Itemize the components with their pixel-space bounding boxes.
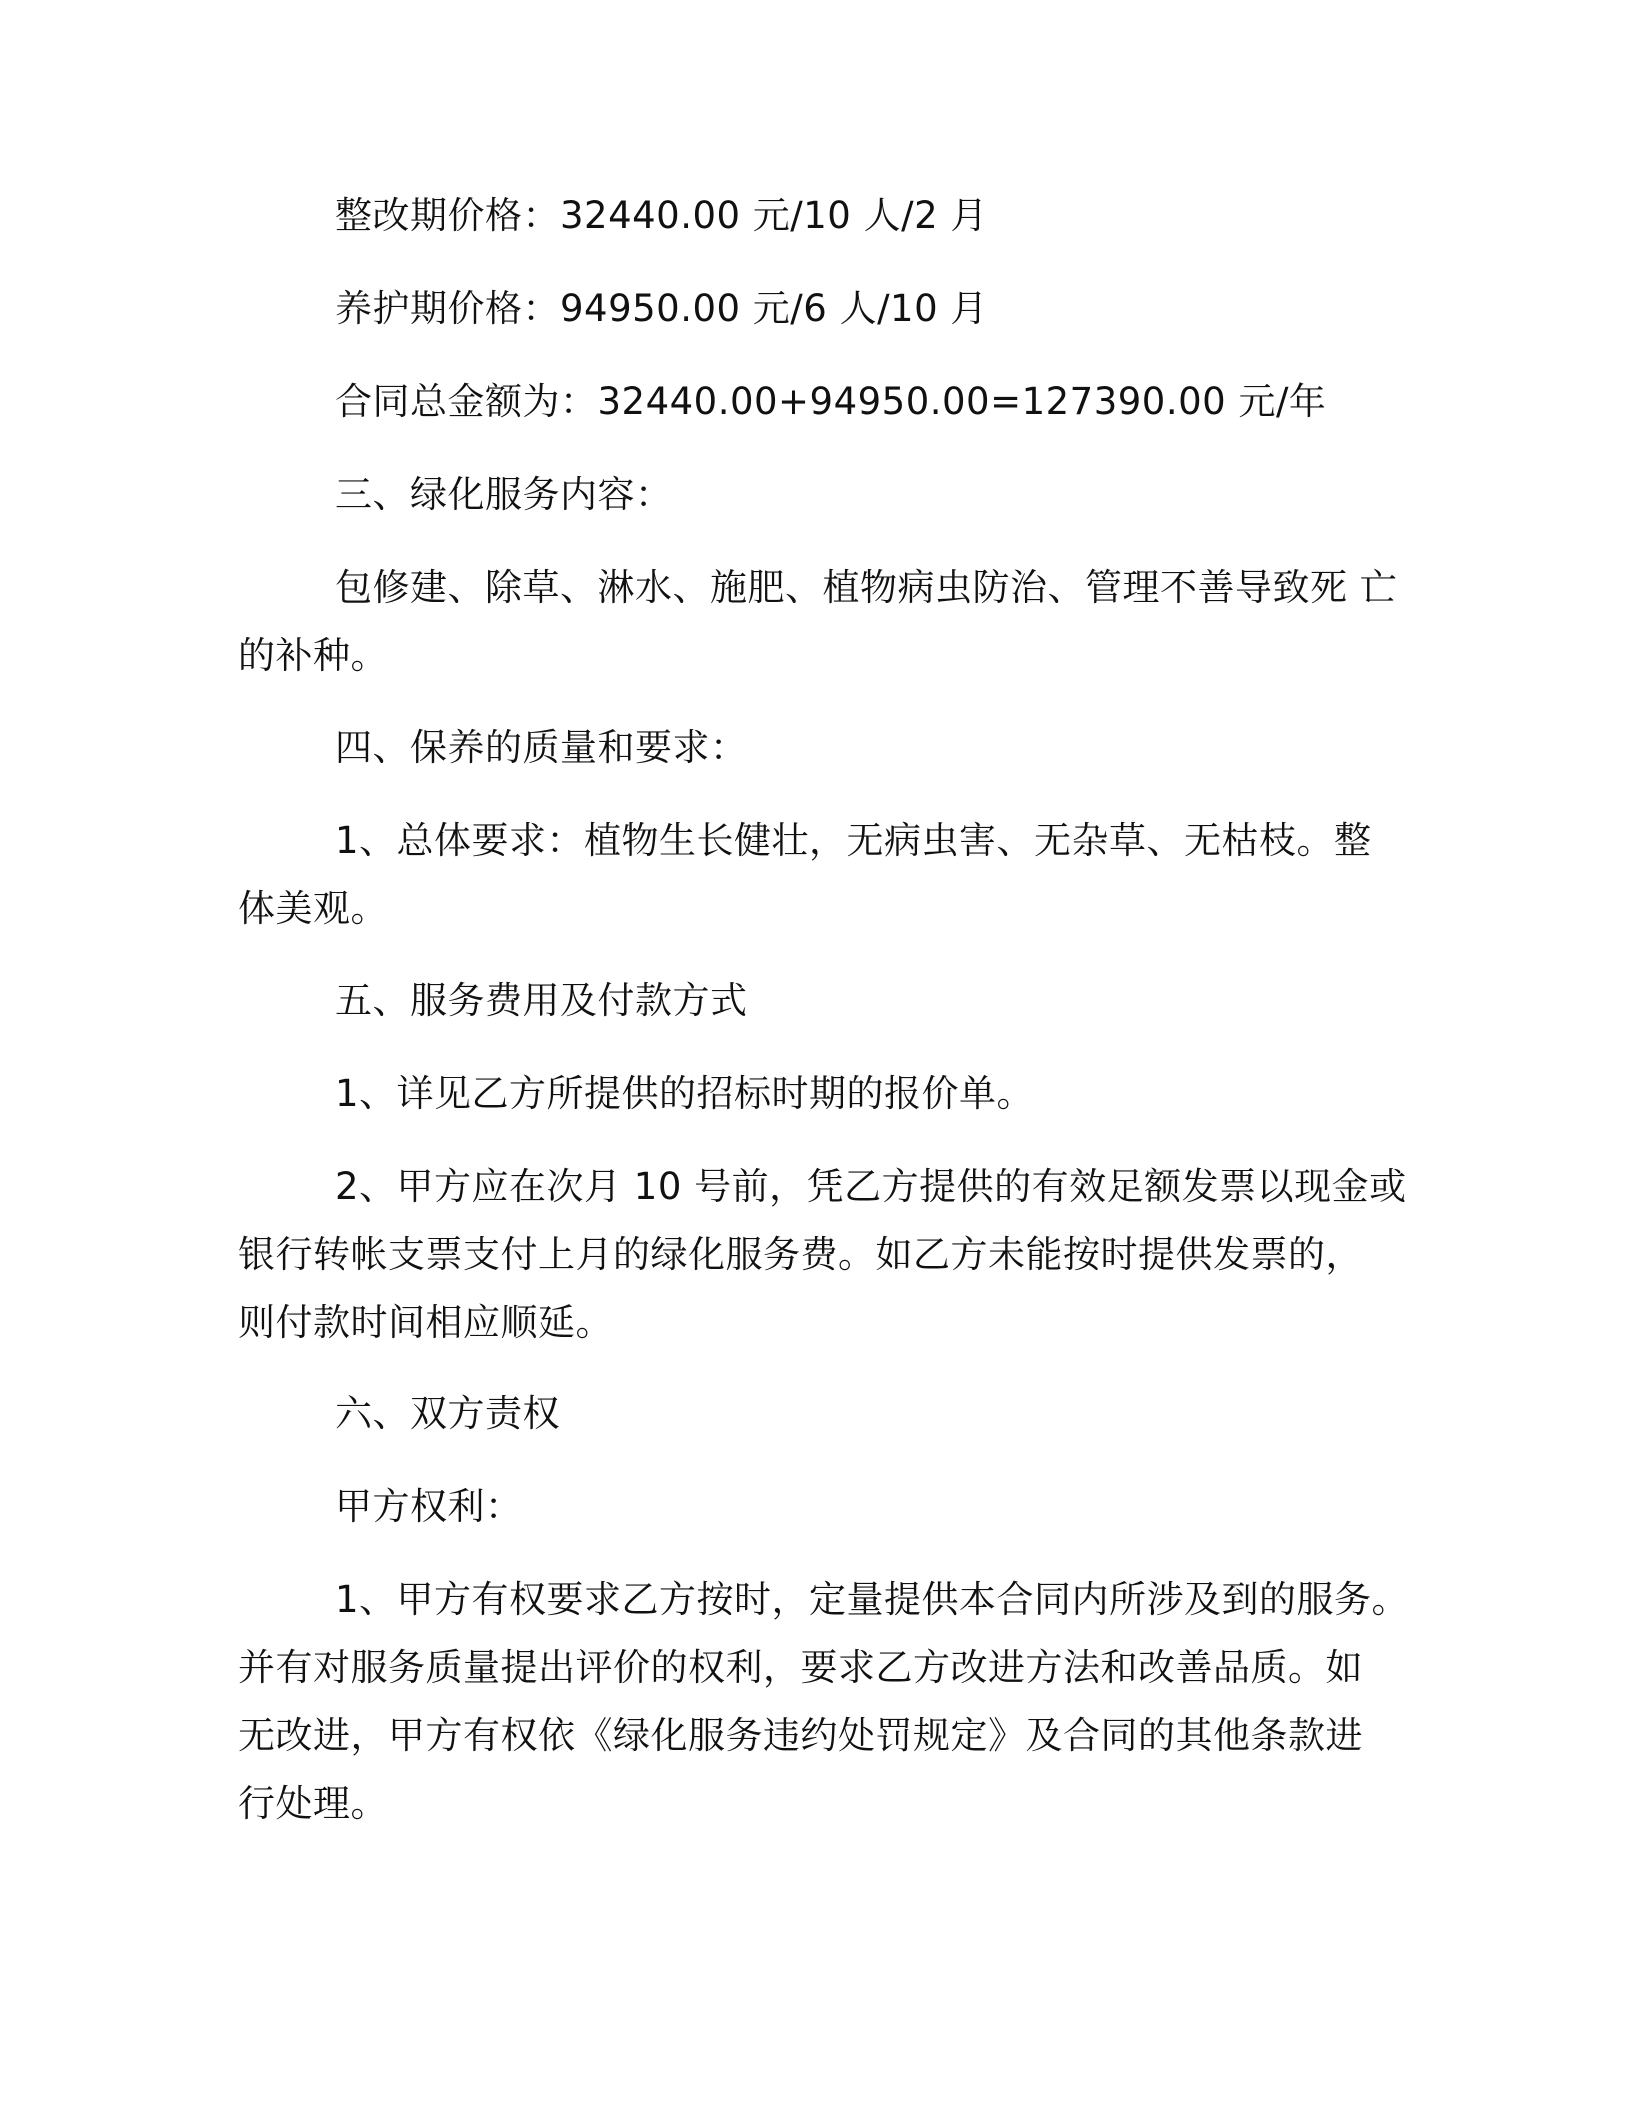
paragraph-line: 行处理。: [238, 1782, 388, 1825]
paragraph-line: 2、甲方应在次月 10 号前，凭乙方提供的有效足额发票以现金或: [335, 1165, 1407, 1208]
paragraph-line: 银行转帐支票支付上月的绿化服务费。如乙方未能按时提供发票的，: [238, 1233, 1363, 1276]
paragraph-line: 并有对服务质量提出评价的权利，要求乙方改进方法和改善品质。如: [238, 1646, 1363, 1689]
subsection-heading: 甲方权利：: [335, 1485, 523, 1528]
paragraph-line: 的补种。: [238, 634, 388, 677]
paragraph-line: 体美观。: [238, 887, 388, 930]
heading-section-6: [238, 1380, 1403, 1448]
paragraph-line: 合同总金额为：32440.00+94950.00=127390.00 元/年: [335, 380, 1327, 423]
paragraph-payment-terms: [238, 1153, 1407, 1357]
heading-section-5: [238, 967, 1403, 1035]
paragraph-line: 1、总体要求：植物生长健壮，无病虫害、无杂草、无枯枝。整: [335, 819, 1372, 862]
section-heading: 六、双方责权: [335, 1392, 560, 1435]
paragraph-line: 无改进，甲方有权依《绿化服务违约处罚规定》及合同的其他条款进: [238, 1714, 1363, 1757]
paragraph-overall-requirement: [238, 807, 1403, 943]
heading-party-a-rights: [238, 1473, 1403, 1541]
heading-section-3: [238, 461, 1403, 529]
paragraph-maintenance-price: [238, 275, 1403, 343]
paragraph-quotation-reference: [238, 1060, 1403, 1128]
paragraph-line: 包修建、除草、淋水、施肥、植物病虫防治、管理不善导致死 亡: [335, 566, 1398, 609]
paragraph-rectification-price: [238, 182, 1403, 250]
paragraph-service-content: [238, 554, 1403, 690]
paragraph-line: 养护期价格：94950.00 元/6 人/10 月: [335, 287, 988, 330]
paragraph-line: 则付款时间相应顺延。: [238, 1301, 613, 1344]
section-heading: 四、保养的质量和要求：: [335, 726, 748, 769]
section-heading: 三、绿化服务内容：: [335, 473, 673, 516]
section-heading: 五、服务费用及付款方式: [335, 979, 748, 1022]
paragraph-line: 1、甲方有权要求乙方按时，定量提供本合同内所涉及到的服务。: [335, 1578, 1410, 1621]
heading-section-4: [238, 714, 1403, 782]
paragraph-party-a-right-1: [238, 1566, 1410, 1838]
paragraph-line: 整改期价格：32440.00 元/10 人/2 月: [335, 194, 988, 237]
paragraph-line: 1、详见乙方所提供的招标时期的报价单。: [335, 1072, 1035, 1115]
paragraph-contract-total: [238, 368, 1403, 436]
